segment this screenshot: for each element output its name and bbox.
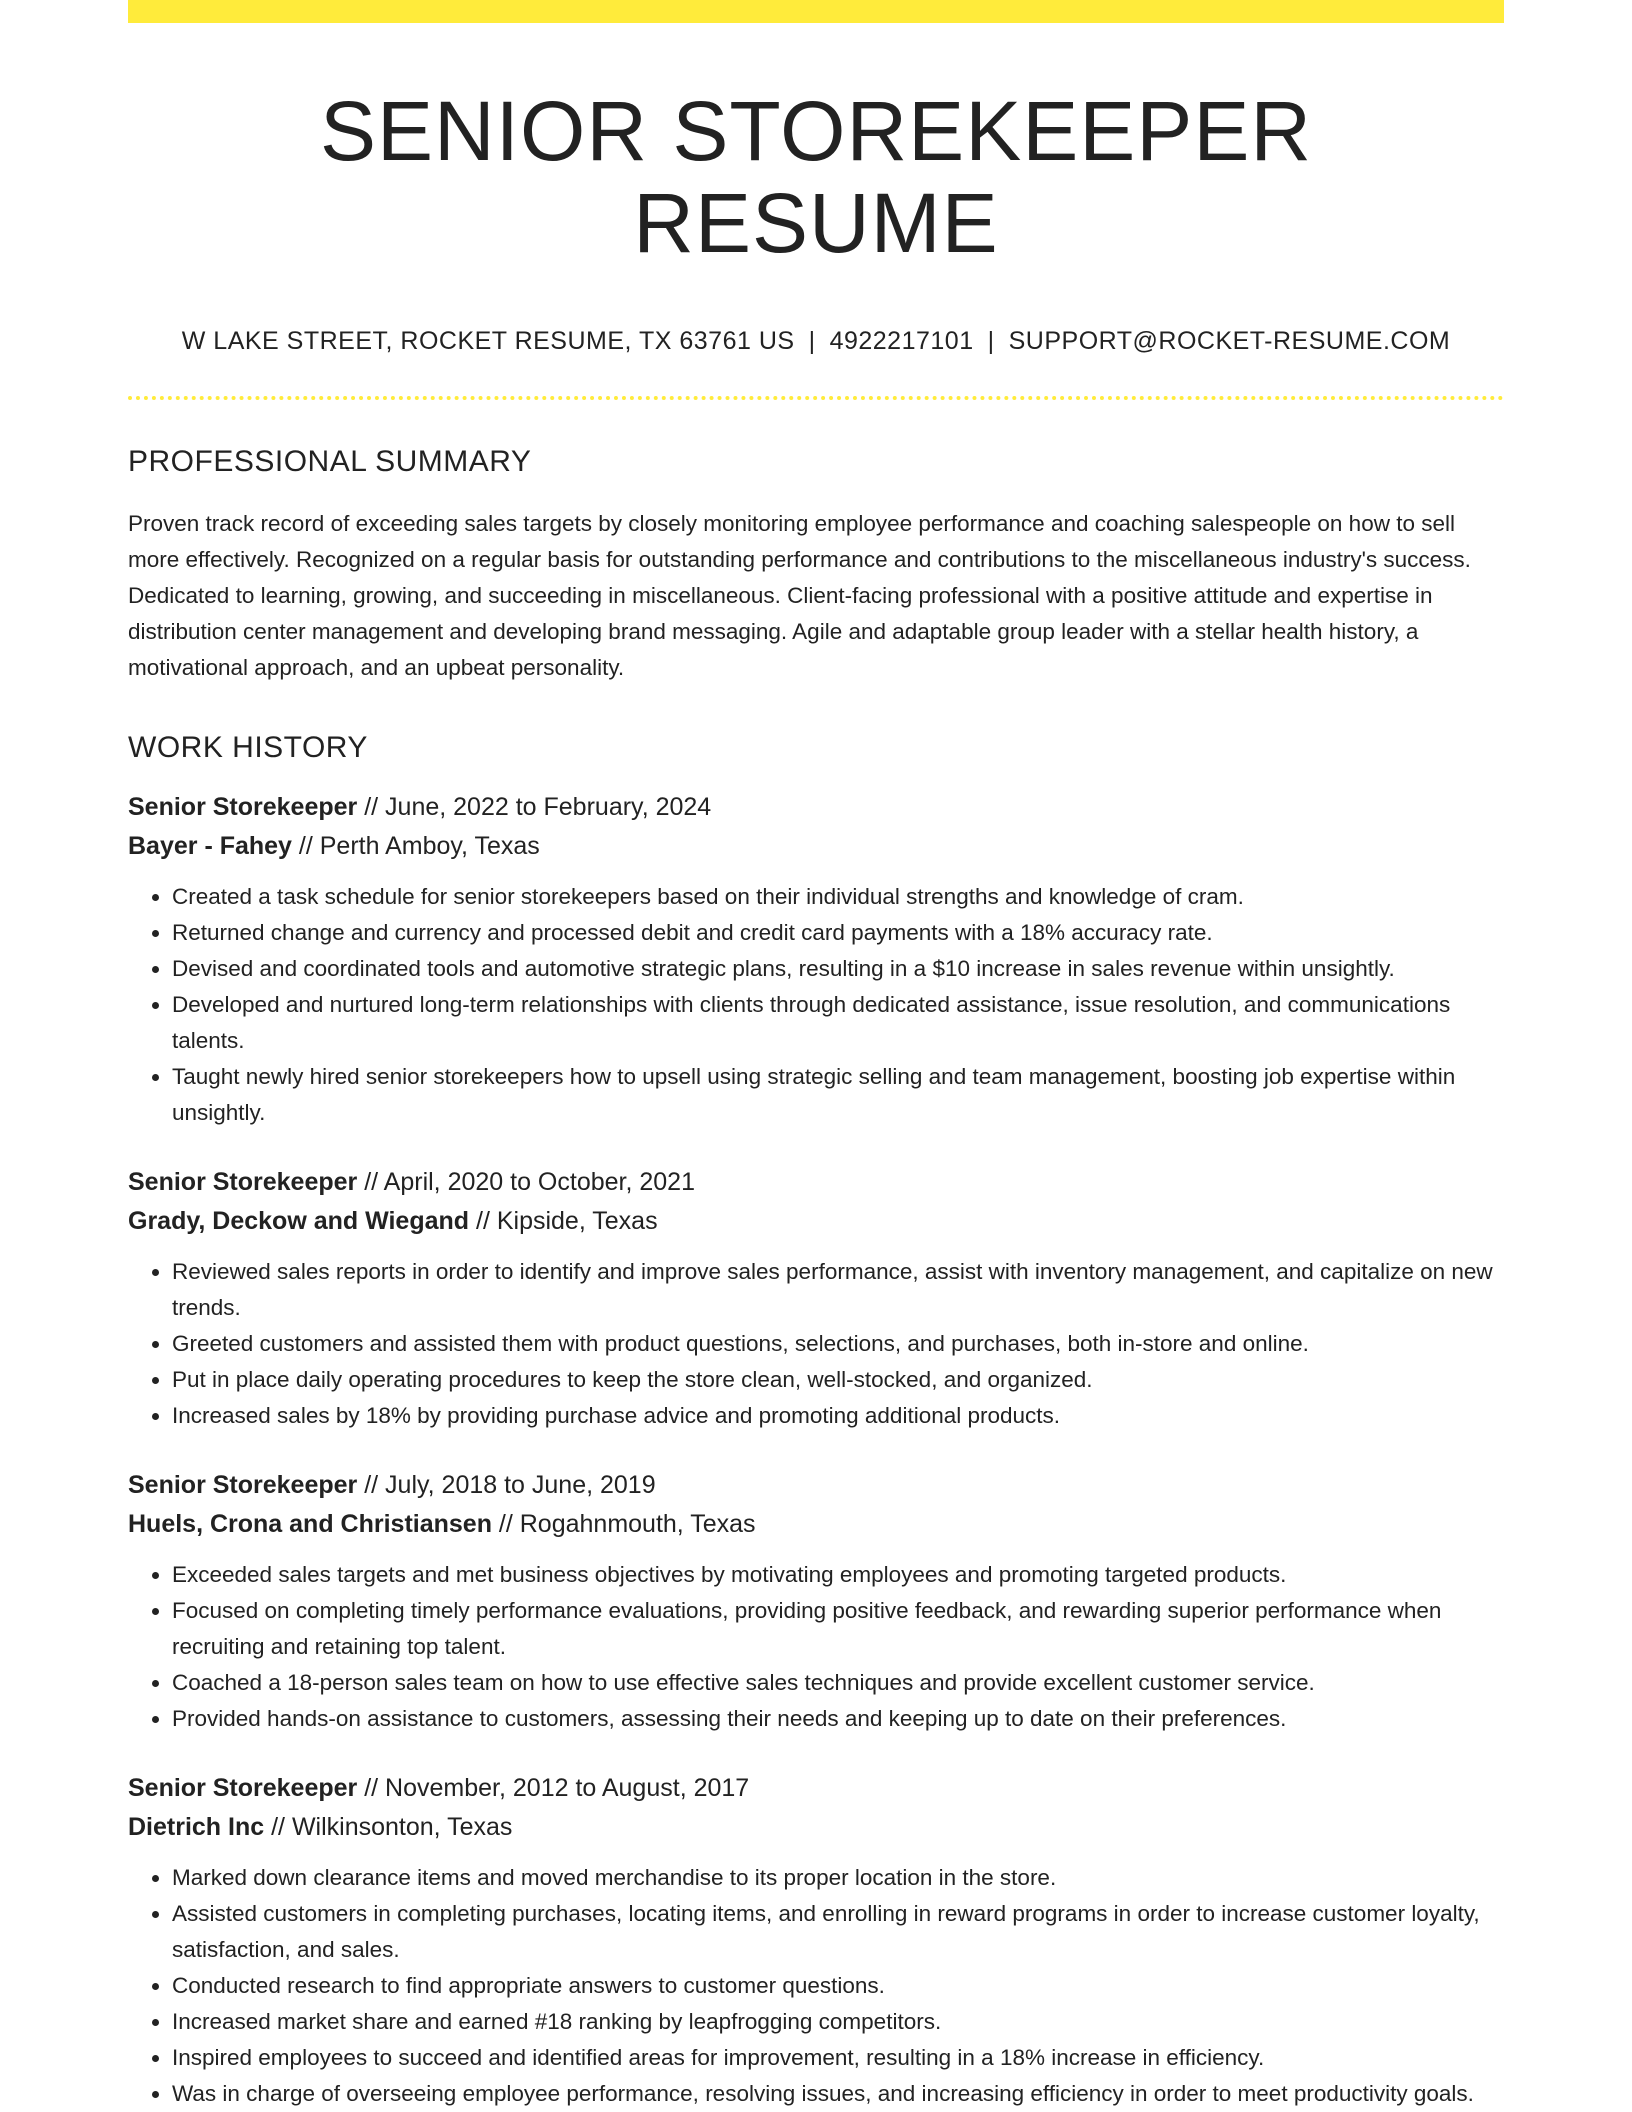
duty-item: • Greeted customers and assisted them with product questions, selections, and purchases, both in-store and online. [172, 1326, 1504, 1362]
job-company-line [128, 1202, 1504, 1241]
duty-item: • Created a task schedule for senior storekeepers based on their individual strengths and knowledge of cram. [172, 879, 1504, 915]
job-location: // Kipside, Texas [469, 1206, 658, 1235]
job-company: Dietrich Inc [128, 1812, 265, 1841]
page-title: SENIOR STOREKEEPER RESUME [319, 84, 1313, 271]
job-title: Senior Storekeeper [128, 1773, 358, 1802]
job-company: Bayer - Fahey [128, 831, 292, 860]
duty-item: • Coached a 18-person sales team on how to use effective sales techniques and provide excellent customer service. [172, 1665, 1504, 1701]
job-company: Huels, Crona and Christiansen [128, 1509, 492, 1538]
duty-item: • Returned change and currency and processed debit and credit card payments with a 18% accuracy rate. [172, 915, 1504, 951]
duty-item: • Devised and coordinated tools and automotive strategic plans, resulting in a $10 increase in sales revenue within unsightly. [172, 951, 1504, 987]
duty-item: • Focused on completing timely performance evaluations, providing positive feedback, and rewarding superior performance when recruiting and retaining top talent. [172, 1593, 1504, 1665]
job-title-line [128, 1163, 1504, 1202]
job-title-line [128, 1466, 1504, 1505]
job-dates: // April, 2020 to October, 2021 [357, 1167, 695, 1196]
duty-item: • Provided hands-on assistance to customers, assessing their needs and keeping up to date on their preferences. [172, 1701, 1504, 1737]
contact-separator: | [987, 326, 995, 355]
contact-address: W LAKE STREET, ROCKET RESUME, TX 63761 US [181, 326, 795, 355]
duty-item: • Assisted customers in completing purchases, locating items, and enrolling in reward programs in order to increase customer loyalty, satisfaction, and sales. [172, 1896, 1504, 1968]
job-title-line [128, 788, 1504, 827]
job-location: // Wilkinsonton, Texas [264, 1812, 513, 1841]
accent-top-bar [128, 0, 1504, 23]
duty-item: • Developed and nurtured long-term relationships with clients through dedicated assistance, issue resolution, and communications talents. [172, 987, 1504, 1059]
job-company: Grady, Deckow and Wiegand [128, 1206, 470, 1235]
duty-list [128, 1557, 1504, 1737]
job-dates: // June, 2022 to February, 2024 [357, 792, 712, 821]
work-history-heading: WORK HISTORY [128, 730, 368, 764]
job-company-line [128, 1505, 1504, 1544]
contact-separator: | [808, 326, 816, 355]
duty-list [128, 879, 1504, 1131]
dotted-divider [128, 396, 1504, 400]
duty-item: • Increased market share and earned #18 ranking by leapfrogging competitors. [172, 2004, 1504, 2040]
duty-item: • Reviewed sales reports in order to identify and improve sales performance, assist with inventory management, and capitalize on new trends. [172, 1254, 1504, 1326]
duty-item: • Exceeded sales targets and met business objectives by motivating employees and promoting targeted products. [172, 1557, 1504, 1593]
contact-line [128, 326, 1504, 356]
duty-item: • Taught newly hired senior storekeepers how to upsell using strategic selling and team management, boosting job expertise within unsightly. [172, 1059, 1504, 1131]
job-title-line [128, 1769, 1504, 1808]
summary-heading: PROFESSIONAL SUMMARY [128, 444, 532, 478]
contact-phone: 4922217101 [829, 326, 974, 355]
duty-item: • Marked down clearance items and moved merchandise to its proper location in the store. [172, 1860, 1504, 1896]
job-title: Senior Storekeeper [128, 792, 358, 821]
job-title: Senior Storekeeper [128, 1167, 358, 1196]
job-dates: // November, 2012 to August, 2017 [357, 1773, 750, 1802]
job-entry [128, 1163, 1504, 1434]
resume-page [128, 0, 1504, 2112]
duty-item: • Increased sales by 18% by providing purchase advice and promoting additional products. [172, 1398, 1504, 1434]
duty-item: • Conducted research to find appropriate answers to customer questions. [172, 1968, 1504, 2004]
job-dates: // July, 2018 to June, 2019 [357, 1470, 656, 1499]
job-entry [128, 1769, 1504, 2112]
job-location: // Rogahnmouth, Texas [491, 1509, 756, 1538]
summary-text: Proven track record of exceeding sales targets by closely monitoring employee performance and coaching salespeople on how to sell more effectively. Recognized on a regular basis for outstanding performance and contributions to the miscellaneous industry's success. Dedicated to learning, growing, and succeeding in miscellaneous. Client-facing professional with a positive attitude and expertise in distribution center management and developing brand messaging. Agile and adaptable group leader with a stellar health history, a motivational approach, and an upbeat personality. [128, 510, 1471, 680]
duty-item: • Inspired employees to succeed and identified areas for improvement, resulting in a 18% increase in efficiency. [172, 2040, 1504, 2076]
duty-list [128, 1860, 1504, 2112]
job-title: Senior Storekeeper [128, 1470, 358, 1499]
job-entry [128, 788, 1504, 1131]
job-company-line [128, 1808, 1504, 1847]
duty-item: • Was in charge of overseeing employee performance, resolving issues, and increasing efficiency in order to meet productivity goals. [172, 2076, 1504, 2112]
duty-item: • Put in place daily operating procedures to keep the store clean, well-stocked, and organized. [172, 1362, 1504, 1398]
job-location: // Perth Amboy, Texas [291, 831, 540, 860]
job-entry [128, 1466, 1504, 1737]
contact-email: SUPPORT@ROCKET-RESUME.COM [1008, 326, 1451, 355]
job-company-line [128, 827, 1504, 866]
duty-list [128, 1254, 1504, 1434]
